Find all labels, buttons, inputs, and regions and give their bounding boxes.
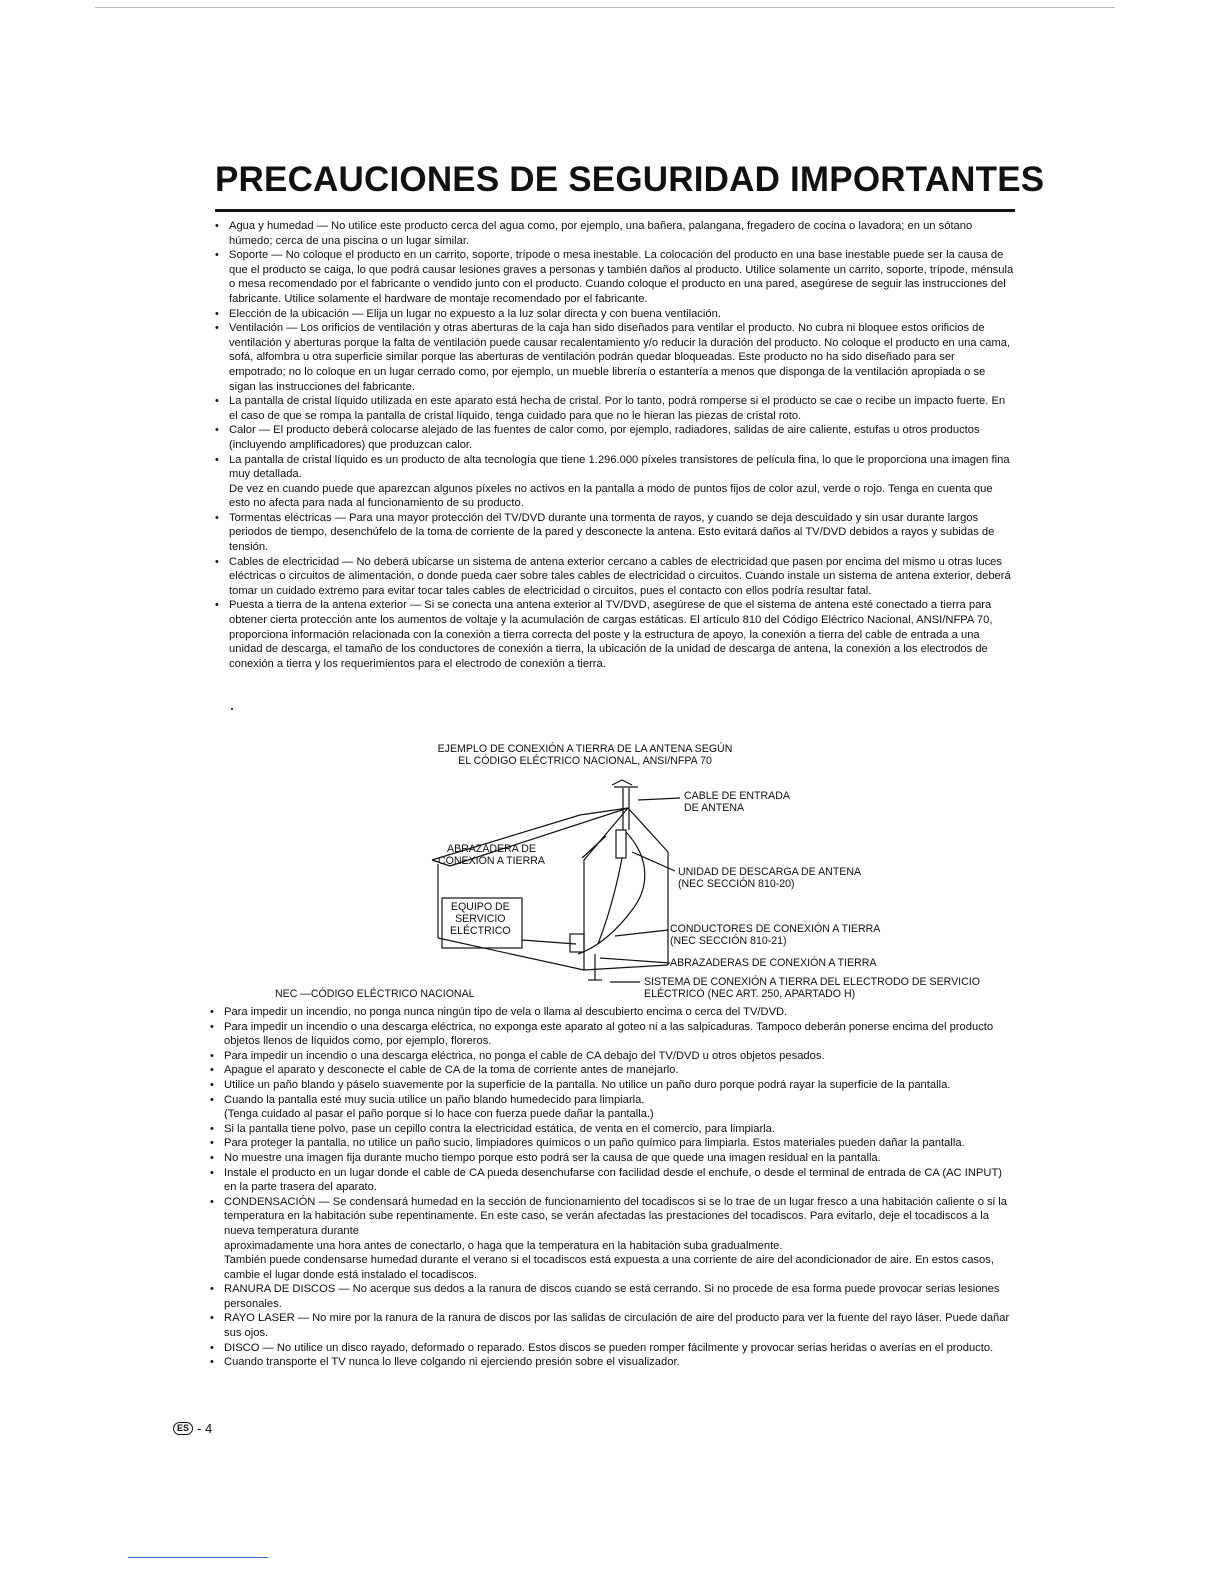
cable-line-2: DE ANTENA: [684, 802, 745, 814]
pixels-text: La pantalla de cristal líquido es un producto de alta tecnología que tiene 1.296.000 píxeles transistores de película fina, lo que le proporciona una imagen fina muy detallada.: [229, 453, 1010, 481]
list-item-water: • Agua y humedad — No utilice este producto cerca del agua como, por ejemplo, una bañera, palangana, fregadero de cocina o lavadora; en un sótano húmedo; cerca de una piscina o un lugar similar.: [214, 219, 1014, 248]
list-item-storms: • Tormentas eléctricas — Para una mayor protección del TV/DVD durante una tormenta de rayos, y cuando se deja descuidado y sin usar durante largos periodos de tiempo, desenchúfelo de la toma de corriente de la pared y desconecte la antena. Esto evitará daños al TV/DVD debidos a rayos y subidas de tensión.: [214, 511, 1014, 555]
antenna-top-shape: [612, 780, 632, 785]
list-item-candle: • Para impedir un incendio, no ponga nunca ningún tipo de vela o llama al descubierto encima o cerca del TV/DVD.: [209, 1005, 1015, 1020]
list-item-protect-screen: • Para proteger la pantalla, no utilice un paño sucio, limpiadores químicos o un paño químico para limpiarla. Estos materiales pueden dañar la pantalla.: [209, 1136, 1015, 1151]
label-antenna-cable: [684, 790, 790, 814]
scan-edge-bottom: [128, 1557, 268, 1558]
leader-equipment: [522, 940, 576, 944]
list-item-still-image: • No muestre una imagen fija durante mucho tiempo porque esto podrá ser la causa de que quede una imagen residual en la pantalla.: [209, 1151, 1015, 1166]
list-item-ac-cord: • Para impedir un incendio o una descarga eléctrica, no ponga el cable de CA debajo del TV/DVD u otros objetos pesados.: [209, 1049, 1015, 1064]
condensation-extra-1: aproximadamente una hora antes de conectarlo, o haga que la temperatura en la habitación suba gradualmente.: [224, 1239, 783, 1252]
list-item-unplug: • Apague el aparato y desconecte el cable de CA de la toma de corriente antes de manejarlo.: [209, 1063, 1015, 1078]
list-item-transport: • Cuando transporte el TV nunca lo lleve colgando ni ejerciendo presión sobre el visualizador.: [209, 1355, 1015, 1370]
list-item-disc: • DISCO — No utilice un disco rayado, deformado o reparado. Estos discos se pueden romper fácilmente y provocar serias heridas o averías en el producto.: [209, 1341, 1015, 1356]
conductors-line-1: CONDUCTORES DE CONEXIÓN A TIERRA: [670, 923, 881, 935]
unit-line-1: UNIDAD DE DESCARGA DE ANTENA: [678, 866, 862, 878]
scan-edge-top: [95, 7, 1115, 8]
list-item-laser: • RAYO LASER — No mire por la ranura de la ranura de discos por las salidas de circulación de aire del producto para ver la fuente del rayo láser. Puede dañar sus ojos.: [209, 1311, 1015, 1340]
language-badge: ES: [173, 1422, 193, 1435]
precautions-list-bottom: [209, 1005, 1015, 1370]
label-ground-clamps: ABRAZADERAS DE CONEXIÓN A TIERRA: [670, 957, 877, 969]
leader-cable: [638, 798, 680, 800]
list-item-pixels: [214, 453, 1014, 511]
leader-clamps: [600, 958, 670, 963]
conductors-line-2: (NEC SECCIÓN 810-21): [670, 935, 787, 947]
list-item-dirty-screen: [209, 1093, 1015, 1122]
page-number-text: - 4: [197, 1421, 213, 1436]
list-item-disc-slot: • RANURA DE DISCOS — No acerque sus dedos a la ranura de discos cuando se está cerrando. Si no procede de esa forma puede provocar serias lesiones personales.: [209, 1282, 1015, 1311]
unit-line-2: (NEC SECCIÓN 810-20): [678, 878, 795, 890]
grounding-conductor: [598, 858, 622, 944]
page-title: PRECAUCIONES DE SEGURIDAD IMPORTANTES: [215, 160, 1045, 199]
stray-dot: [231, 708, 233, 710]
diagram-caption: [395, 743, 775, 767]
title-rule: [215, 209, 1015, 212]
equip-line-3: ELÉCTRICO: [450, 925, 511, 937]
list-item-condensation: [209, 1195, 1015, 1283]
precautions-list-top: [214, 219, 1014, 671]
condensation-text: CONDENSACIÓN — Se condensará humedad en la sección de funcionamiento del tocadiscos si se lo trae de un lugar fresco a una habitación caliente o si la temperatura en la habitación sube repentinamente. En este caso, se verán afectadas las prestaciones del tocadiscos. Para evitarlo, deje el tocadiscos a la nueva temperatura durante: [224, 1195, 1007, 1237]
list-item-lcd-glass: • La pantalla de cristal líquido utilizada en este aparato está hecha de cristal. Por lo tanto, podrá romperse si el producto se cae o recibe un impacto fuerte. En el caso de que se rompa la pantalla de cristal líquido, tenga cuidado para que no le hieran las piezas de cristal roto.: [214, 394, 1014, 423]
grounding-diagram-drawing: [260, 740, 1020, 1002]
list-item-ventilation: • Ventilación — Los orificios de ventilación y otras aberturas de la caja han sido diseñados para ventilar el producto. No cubra ni bloquee estos orificios de ventilación y aberturas porque la falta de ventilación puede causar recalentamiento y/o reducir la duración del producto. No coloque el producto en una cama, sofá, alfombra u otra superficie similar porque las aberturas de ventilación podrán quedar bloqueadas. Este producto no ha sido diseñado para ser empotrado; no lo coloque en un lugar cerrado como, por ejemplo, un mueble librería o estantería a menos que disponga de la ventilación apropiada o se sigan las instrucciones del fabricante.: [214, 321, 1014, 394]
label-ground-clamp: [438, 843, 545, 867]
list-item-soft-cloth: • Utilice un paño blando y páselo suavemente por la superficie de la pantalla. No utilice un paño duro porque podrá rayar la superficie de la pantalla.: [209, 1078, 1015, 1093]
list-item-antenna-grounding: • Puesta a tierra de la antena exterior — Si se conecta una antena exterior al TV/DVD, asegúrese de que el sistema de antena esté conectado a tierra para obtener cierta protección ante los aumentos de voltaje y la acumulación de cargas estáticas. El artículo 810 del Código Eléctrico Nacional, ANSI/NFPA 70, proporciona información relacionada con la conexión a tierra correcta del poste y la estructura de apoyo, la conexión a tierra del cable de entrada a una unidad de descarga, el tamaño de los conductores de conexión a tierra, la ubicación de la unidad de descarga de antena, la conexión a los electrodos de conexión a tierra y los requerimientos para el electrodo de conexión a tierra.: [214, 598, 1014, 671]
list-item-power-lines: • Cables de electricidad — No deberá ubicarse un sistema de antena exterior cercano a cables de electricidad que pasen por encima del mismo u otras luces eléctricas o circuitos de alimentación, o donde pueda caer sobre tales cables de electricidad o circuitos. Cuando instale un sistema de antena exterior, deberá tomar un cuidado extremo para evitar tocar tales cables de electricidad o circuitos, pues el contacto con ellos podría resultar fatal.: [214, 555, 1014, 599]
label-discharge-unit: [678, 866, 861, 890]
cable-line-1: CABLE DE ENTRADA: [684, 790, 790, 802]
list-item-install-location: • Instale el producto en un lugar donde el cable de CA pueda desenchufarse con facilidad desde el enchufe, o desde el terminal de entrada de CA (AC INPUT) en la parte trasera del aparato.: [209, 1166, 1015, 1195]
dirty-screen-extra: (Tenga cuidado al pasar el paño porque si lo hace con fuerza puede dañar la pantalla.): [224, 1108, 654, 1121]
dirty-screen-text: Cuando la pantalla esté muy sucia utilice un paño blando humedecido para limpiarla.: [224, 1093, 645, 1106]
equip-line-1: EQUIPO DE: [450, 901, 510, 913]
pixels-extra-text: De vez en cuando puede que aparezcan algunos píxeles no activos en la pantalla a modo de puntos fijos de color azul, verde o rojo. Tenga en cuenta que esto no afecta para nada al funcionamiento de su producto.: [229, 482, 993, 510]
label-electrode-system: [644, 976, 980, 1000]
label-nec-definition: NEC —CÓDIGO ELÉCTRICO NACIONAL: [275, 988, 475, 1000]
list-item-dust: • Si la pantalla tiene polvo, pase un cepillo contra la electricidad estática, de venta en el comercio, para limpiarla.: [209, 1122, 1015, 1137]
list-item-location: • Elección de la ubicación — Elija un lugar no expuesto a la luz solar directa y con buena ventilación.: [214, 307, 1014, 322]
condensation-extra-2: También puede condensarse humedad durante el verano si el tocadiscos está expuesta a una corriente de aire del acondicionador de aire. En estos casos, cambie el lugar donde está instalado el tocadiscos.: [224, 1254, 994, 1281]
house-corner: [584, 808, 628, 970]
equip-line-2: SERVICIO: [455, 913, 506, 925]
leader-conductors: [615, 930, 668, 936]
label-grounding-conductors: [670, 923, 880, 947]
lead-in-cable: [578, 832, 645, 954]
system-line-2: ELÉCTRICO (NEC ART. 250, APARTADO H): [644, 988, 856, 1000]
list-item-stand: • Soporte — No coloque el producto en un carrito, soporte, trípode o mesa inestable. La colocación del producto en una base inestable puede ser la causa de que el producto se caiga, lo que podrá causar lesiones graves a personas y también daños al producto. Utilice solamente un carrito, soporte, trípode, ménsula o mesa recomendado por el fabricante o vendido junto con el producto. Cuando coloque el producto en una pared, asegúrese de seguir las instrucciones del fabricante. Utilice solamente el hardware de montaje recomendado por el fabricante.: [214, 248, 1014, 306]
meter-box: [570, 934, 584, 952]
system-line-1: SISTEMA DE CONEXIÓN A TIERRA DEL ELECTRODO DE SERVICIO: [644, 976, 980, 988]
caption-line-2: EL CÓDIGO ELÉCTRICO NACIONAL, ANSI/NFPA 70: [458, 755, 712, 767]
discharge-unit: [616, 830, 626, 858]
roof-gable-right: [628, 808, 668, 852]
clamp-line-1: ABRAZADERA DE: [447, 843, 536, 855]
list-item-dripping: • Para impedir un incendio o una descarga eléctrica, no exponga este aparato al goteo ni a las salpicaduras. Tampoco deberán ponerse encima del producto objetos llenos de líquidos como, por ejemplo, floreros.: [209, 1020, 1015, 1049]
leader-clamp: [582, 836, 606, 858]
antenna-grounding-diagram: [260, 740, 1020, 1002]
caption-line-1: EJEMPLO DE CONEXIÓN A TIERRA DE LA ANTENA SEGÚN: [437, 743, 733, 755]
label-service-equipment: [450, 901, 511, 937]
list-item-heat: • Calor — El producto deberá colocarse alejado de las fuentes de calor como, por ejemplo, radiadores, salidas de aire caliente, estufas u otros productos (incluyendo amplificadores) que produzcan calor.: [214, 423, 1014, 452]
roof-ridge: [580, 808, 628, 815]
page-number: [173, 1421, 212, 1436]
clamp-line-2: CONEXIÓN A TIERRA: [438, 855, 545, 867]
